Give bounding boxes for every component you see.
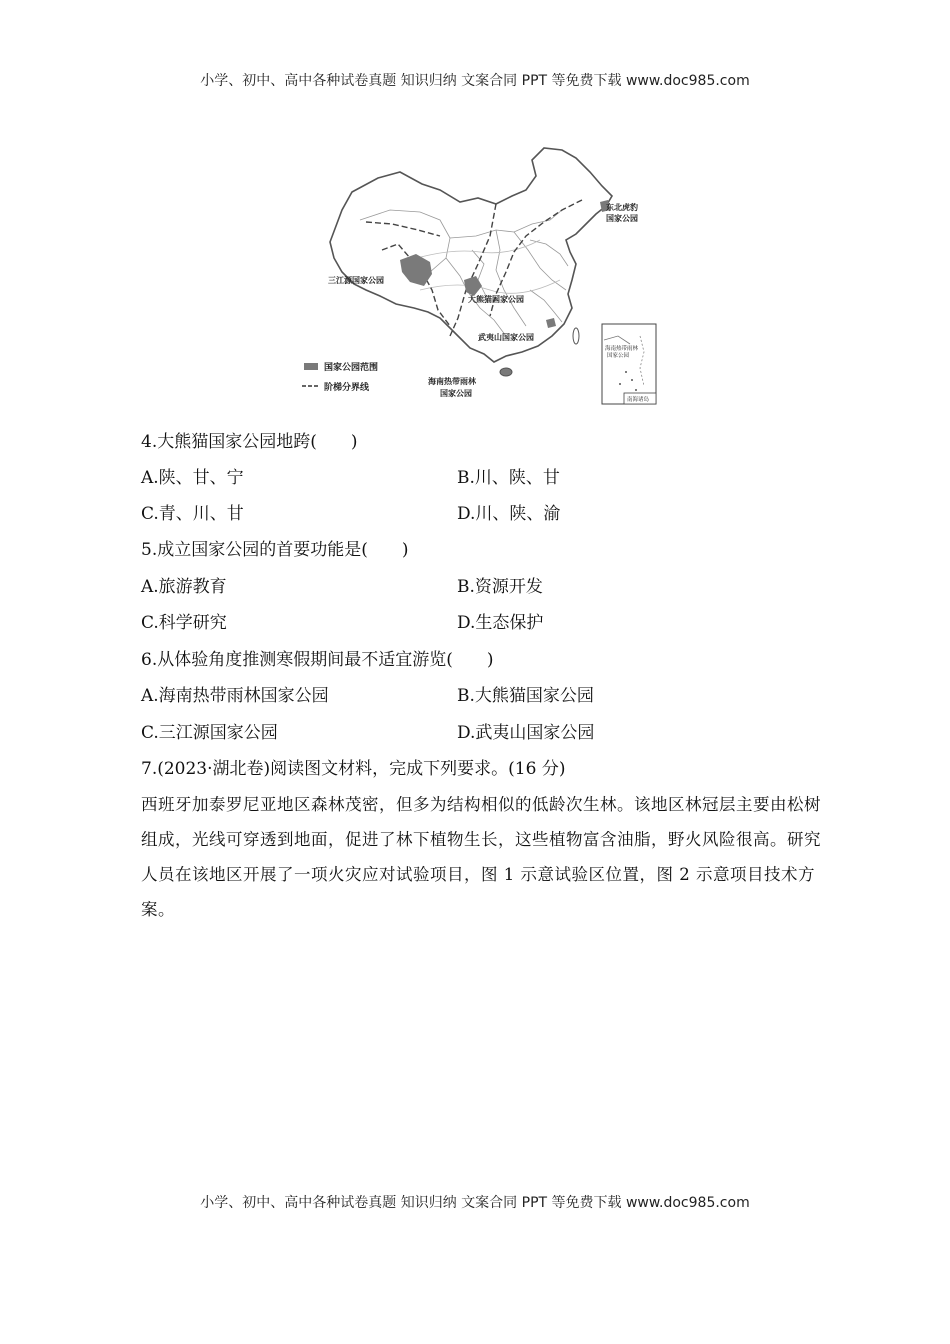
q6-option-b: B.大熊猫国家公园 (457, 686, 594, 706)
page-header: 小学、初中、高中各种试卷真题 知识归纳 文案合同 PPT 等免费下载 www.doc985.com (200, 73, 750, 89)
q5-option-b: B.资源开发 (457, 577, 543, 597)
label-hainan-2: 国家公园 (440, 389, 472, 398)
q4-stem: 4.大熊猫国家公园地跨( ) (141, 432, 358, 452)
label-northeast-2: 国家公园 (606, 214, 638, 223)
legend-park-swatch (304, 363, 318, 370)
label-sanjiangyuan: 三江源国家公园 (328, 276, 384, 285)
china-outline (330, 148, 612, 362)
label-wuyishan: 武夷山国家公园 (478, 333, 534, 342)
china-national-parks-map (300, 140, 660, 408)
q4-option-d: D.川、陕、渝 (457, 504, 561, 524)
q4-option-b: B.川、陕、甘 (457, 468, 560, 488)
label-panda: 大熊猫国家公园 (468, 295, 524, 304)
q7-material: 西班牙加泰罗尼亚地区森林茂密，但多为结构相似的低龄次生林。该地区林冠层主要由松树组成，光线可穿透到地面，促进了林下植物生长，这些植物富含油脂，野火风险很高。研究人员在该地区开展了一项火灾应对试验项目，图 1 示意试验区位置，图 2 示意项目技术方案。 (141, 795, 821, 919)
legend-park-label: 国家公园范围 (324, 363, 379, 373)
label-hainan-1: 海南热带雨林 (428, 377, 476, 386)
inset-label-2: 国家公园 (607, 353, 630, 359)
south-china-sea-inset (602, 324, 656, 404)
q6-stem: 6.从体验角度推测寒假期间最不适宜游览( ) (141, 650, 494, 670)
q4-option-a: A.陕、甘、宁 (141, 468, 244, 488)
q5-stem: 5.成立国家公园的首要功能是( ) (141, 540, 409, 560)
inset-label-1: 海南热带雨林 (605, 346, 639, 352)
wuyishan-park-area (546, 318, 556, 328)
q6-option-d: D.武夷山国家公园 (457, 723, 595, 743)
legend-step-label: 阶梯分界线 (324, 383, 370, 393)
page-footer: 小学、初中、高中各种试卷真题 知识归纳 文案合同 PPT 等免费下载 www.doc985.com (200, 1195, 750, 1211)
q6-option-a: A.海南热带雨林国家公园 (141, 686, 329, 706)
q5-option-c: C.科学研究 (141, 613, 227, 633)
panda-park-area (464, 276, 482, 296)
q7-stem: 7.(2023·湖北卷)阅读图文材料，完成下列要求。(16 分) (141, 759, 566, 779)
label-northeast-1: 东北虎豹 (606, 203, 638, 212)
q5-option-a: A.旅游教育 (141, 577, 227, 597)
q5-option-d: D.生态保护 (457, 613, 544, 633)
q4-option-c: C.青、川、甘 (141, 504, 244, 524)
inset-sea-label: 南海诸岛 (627, 397, 650, 403)
q6-option-c: C.三江源国家公园 (141, 723, 278, 743)
